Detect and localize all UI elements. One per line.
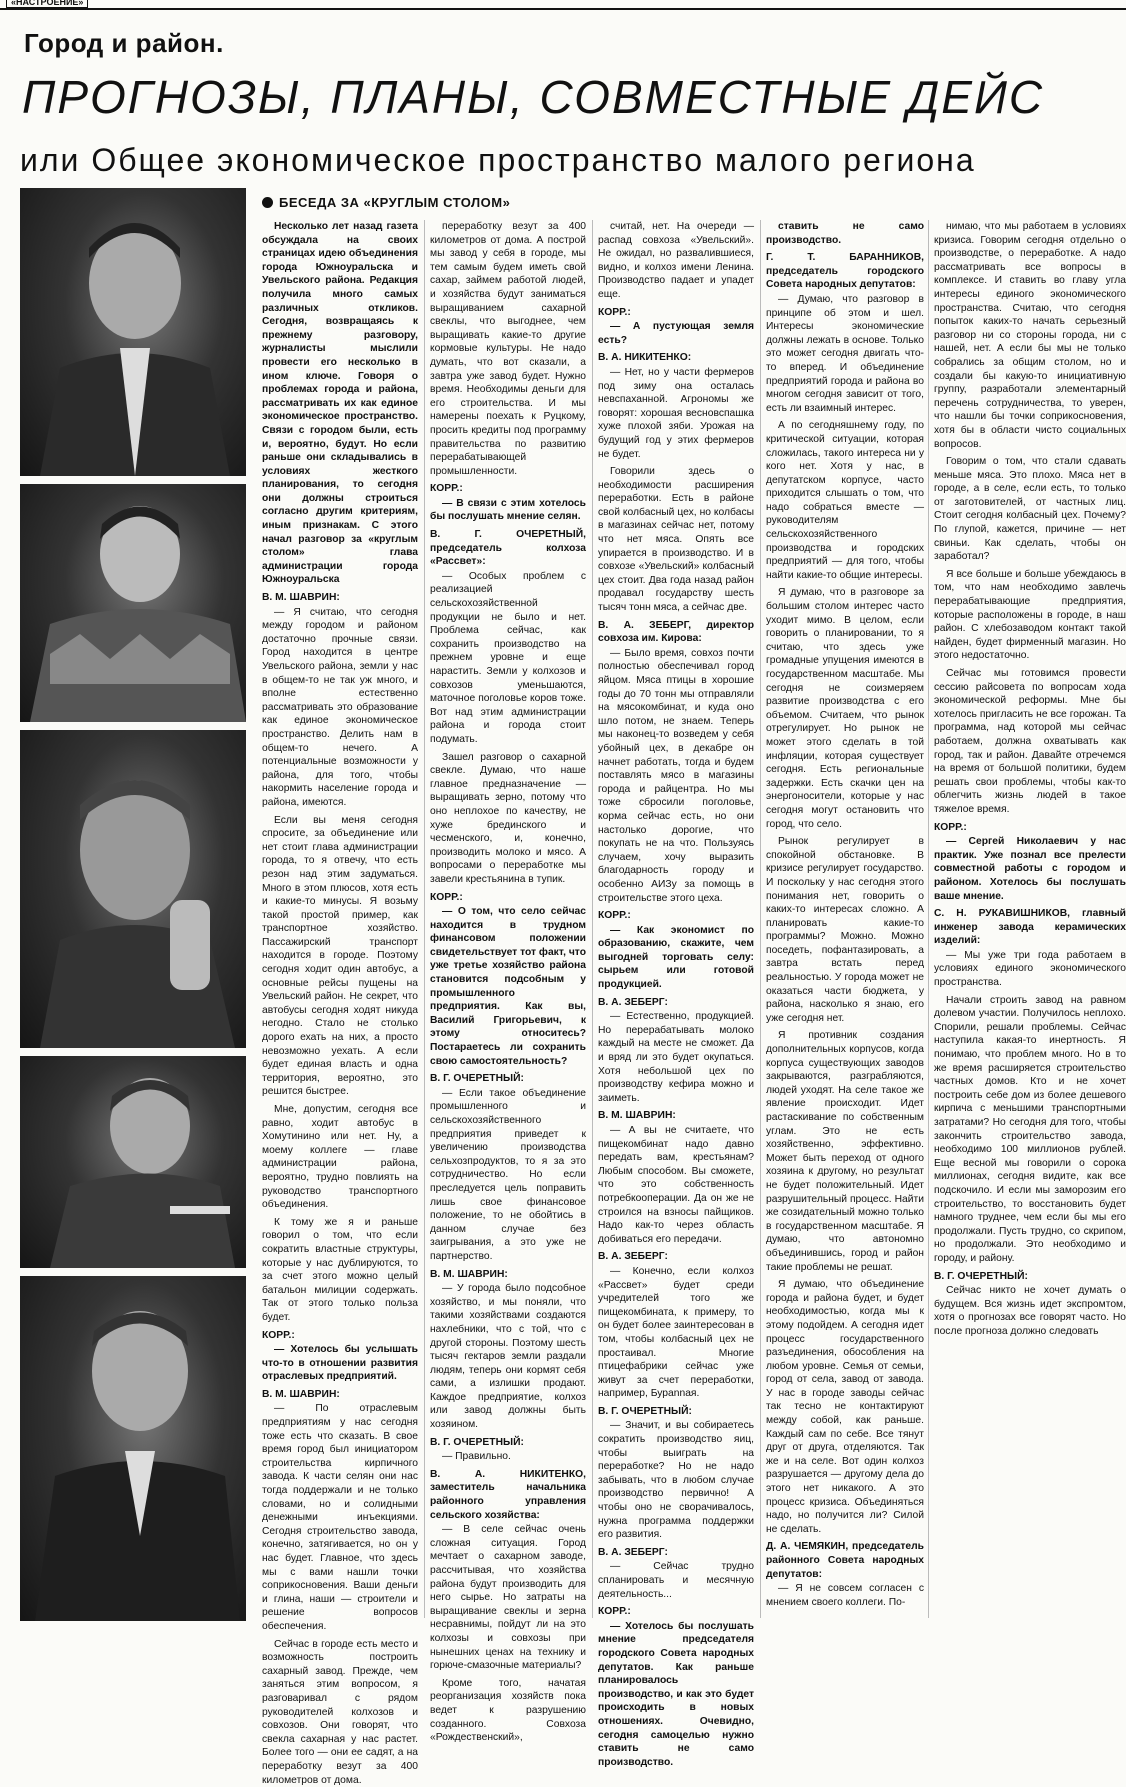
speaker-label: В. А. ЗЕБЕРГ: bbox=[598, 1546, 668, 1558]
article-paragraph: Я все больше и больше убеждаюсь в том, что нам необходимо завлечь перерабатывающие предприятия, которые расположены в городе, в наш район. С хлебозаводом контакт такой найден, будет фирменный магазин. Но этого недостаточно. bbox=[934, 568, 1126, 662]
article-paragraph: Я думаю, что в разговоре за большим столом интерес часто уходит мимо. В целом, если говорить о планировании, то я считаю, что здесь уже громадные упущения имеются в государственном масштабе. Мы сегодня не соизмеряем развитие производства с его объемом. Считаем, что рынок отрегулирует. Но рынок не может этого сделать в той инфляции, которая существует сегодня. Есть региональные задержки. Есть скачки цен на энергоносители, которые у нас сегодня могут остановить что город, что село. bbox=[766, 587, 924, 830]
speaker-label: КОРР.: bbox=[430, 891, 463, 903]
article-paragraph: Несколько лет назад газета обсуждала на своих страницах идею объединения города Южноуральска и Увельского района. Редакция получила много самых различных откликов. Сегодня, возвращаясь к прежнему разговору, журналисты мыслили провести его несколько в ином ключе. Говоря о проблемах города и района, рассматривать их как единое экономическое пространство. Связи с городом были, есть и, вероятно, будут. Но если раньше они складывались в условиях жесткого планирования, то сегодня они должны строиться согласно другим критериям, иным признакам. С этого начал разговор за «круглым столом» глава администрации города Южноуральска bbox=[262, 221, 418, 586]
speaker-label: С. Н. РУКАВИШНИКОВ, главный инженер завода керамических изделий: bbox=[934, 908, 1126, 947]
speaker-label: В. А. ЗЕБЕРГ, директор совхоза им. Кирова: bbox=[598, 619, 754, 645]
speaker-label: КОРР.: bbox=[430, 483, 463, 495]
article-paragraph: Мне, допустим, сегодня все равно, ходит автобус в Хомутинино или нет. Ну, а моему коллеге — главе администрации района, вероятно, трудно повлиять на руководство транспортного объединения. bbox=[262, 1104, 418, 1211]
column-divider bbox=[424, 220, 425, 1618]
article-paragraph: — Я считаю, что сегодня между городом и районом достаточно прочные связи. Город находится в центре Увельского района, земли у нас в общем-то не так уж много, и вполне естественно рассматривать это образование как единое экономическое пространство. Делить нам в общем-то нечего. А потенциальные возможности у района, для того, чтобы накормить население города и района, имеются. bbox=[262, 606, 418, 808]
article-paragraph: — Правильно. bbox=[442, 1451, 511, 1463]
speaker-label: В. Г. ОЧЕРЕТНЫЙ, председатель колхоза «Рассвет»: bbox=[430, 529, 586, 568]
speaker-label: В. Г. ОЧЕРЕТНЫЙ: bbox=[430, 1073, 524, 1085]
article-paragraph: — Было время, совхоз почти полностью обеспечивал город яйцом. Мяса птицы в хорошие годы до 70 тонн мы отправляли на мясокомбинат, и куда оно шло потом, не знаем. Теперь мы наконец-то возведем у себя убойный цех, в декабре он начнет работать, тогда и будем поставлять мясо в магазины города и райцентра. Но мы тоже сбросили поголовье, корма сейчас есть, но они настолько дорогие, что покупать не на что. Пользуясь случаем, хочу выразить благодарность городу и особенно АИЗу за помощь в строительстве этого цеха. bbox=[598, 647, 754, 904]
question-paragraph: — Хотелось бы послушать мнение председателя городского Совета народных депутатов. Как раньше планировалось производство, и как это будет происходить в новых отношениях. Очевидно, сегодня самоцелью нужно ставить не само производство. bbox=[598, 1620, 754, 1768]
article-paragraph: Сейчас в городе есть место и возможность построить сахарный завод. Прежде, чем заняться этим вопросом, я разговаривал с рядом руководителей колхозов и совхозов. Они говорят, что свекла сахарная у нас растет. Более того — они ее садят, а на переработку везут за 400 километров от дома. bbox=[262, 1638, 418, 1786]
participant-photo-5 bbox=[20, 1276, 246, 1621]
article-paragraph: Если вы меня сегодня спросите, за объединение или нет стоит глава администрации города, то я отвечу, что есть резон над этим задуматься. Много в этом плюсов, хотя есть и какие-то минусы. Я возьму такой простой пример, как транспортное хозяйство. Пассажирский транспорт находится в городе. Поэтому сегодня ходит один автобус, а основные рейсы пущены на Увельский район. Не секрет, что автобусы сегодня ходят никуда негодно. Стало не столько дорого ехать на них, а просто невозможно уехать. А если будет единая власть и одна территория, вероятно, это решится быстрее. bbox=[262, 814, 418, 1098]
article-paragraph: — По отраслевым предприятиям у нас сегодня тоже есть что сказать. В свое время город был инициатором строительства кирпичного завода. К части селян они нас тогда поддержали и не только словами, но и солидными денежными инъекциями. Сегодня строительство завода, конечно, затягивается, но он у нас будет. Главное, что здесь мы с вами нашли точки соприкосновения. Ваши деньги и глина, наши — строители и решение вопросов обеспечения. bbox=[262, 1403, 418, 1632]
column-divider bbox=[760, 220, 761, 1618]
article-paragraph: — Если такое объединение промышленного и сельскохозяйственного предприятия приведет к увеличению производства сельхозпродуктов, то я за это сотрудничество. Но если преследуется цель поправить лишь свое финансовое положение, то не обойтись в данном случае без заигрывания, а это уже не партнерство. bbox=[430, 1087, 586, 1262]
article-paragraph: — Сейчас трудно спланировать и месячную деятельность... bbox=[598, 1561, 754, 1600]
speaker-label: В. Г. ОЧЕРЕТНЫЙ: bbox=[598, 1405, 692, 1417]
article-column-1 bbox=[262, 220, 418, 1786]
subheadline: или Общее экономическое пространство малого региона bbox=[20, 142, 976, 178]
article-paragraph: Говорим о том, что стали сдавать меньше мяса. Это плохо. Мяса нет в городе, а в селе, если есть, то только от заготовителей, от частных лиц. Стоит сегодня колбасный цех. Почему? По глупой, кажется, причине — нет свиньи. Как сделать, чтобы он заработал? bbox=[934, 456, 1126, 563]
article-paragraph: — Нет, но у части фермеров под зиму она осталась невспаханной. Агрономы же говорят: хорошая весновспашка хуже плохой зяби. Урожая на будущий год у этих фермеров не будет. bbox=[598, 366, 754, 460]
question-paragraph: — А пустующая земля есть? bbox=[598, 321, 754, 346]
question-paragraph: — О том, что село сейчас находится в трудном финансовом положении свидетельствует тот факт, что уже третье хозяйство района становится подсобным у промышленного предприятия. Как вы, Василий Григорьевич, к этому относитесь? Постараетесь ли сохранить свою самостоятельность? bbox=[430, 906, 586, 1067]
article-column-4 bbox=[766, 220, 924, 1618]
speaker-label: В. М. ШАВРИН: bbox=[262, 1388, 340, 1400]
speaker-label: Г. Т. БАРАННИКОВ, председатель городского Совета народных депутатов: bbox=[766, 252, 924, 291]
rubric: Город и район. bbox=[24, 28, 224, 58]
column-divider bbox=[928, 220, 929, 1618]
article-column-5 bbox=[934, 220, 1126, 1618]
article-paragraph: — Конечно, если колхоз «Рассвет» будет среди учредителей того же пищекомбината, к примеру, то он будет более заинтересован в том, чтобы колбасный цех не простаивал. Многие птицефабрики сейчас уже живут за счет переработки, например, Бурannaя. bbox=[598, 1265, 754, 1400]
person-photo-icon bbox=[20, 188, 246, 476]
article-paragraph: Сейчас никто не хочет думать о будущем. Вся жизнь идет экспромтом, хотя о прогнозах все говорят часто. Но после прогноза должно следовать bbox=[934, 1285, 1126, 1337]
article-paragraph: — Значит, и вы собираетесь сократить производство яиц, чтобы выиграть на переработке? Но не надо забывать, что в любом случае производство первично! А чтобы оно не сворачивалось, нужна программа поддержки его развития. bbox=[598, 1420, 754, 1541]
article-paragraph: К тому же я и раньше говорил о том, что если сократить властные структуры, которые у нас дублируются, то за счет этого можно целый батальон милиции содержать. Так от этого только польза будет. bbox=[262, 1216, 418, 1323]
speaker-label: В. Г. ОЧЕРЕТНЫЙ: bbox=[934, 1270, 1028, 1282]
article-paragraph: Кроме того, начатая реорганизация хозяйств пока ведет к разрушению созданного. Совхоза «Рождественский», bbox=[430, 1677, 586, 1744]
participant-photo-1 bbox=[20, 188, 246, 476]
speaker-label: КОРР.: bbox=[262, 1329, 295, 1341]
article-paragraph: — У города было подсобное хозяйство, и мы поняли, что такими хозяйствами создаются нахлебники, что с той, что с другой стороны. Поэтому шесть тысяч гектаров земли раздали людям, теперь они кормят себя сами, а излишки продают. Каждое предприятие, колхоз или завод должны быть хозяином. bbox=[430, 1283, 586, 1431]
article-column-3 bbox=[598, 220, 754, 1768]
question-paragraph: ставить не само производство. bbox=[766, 221, 924, 246]
section-tag: «НАСТРОЕНИЕ» bbox=[6, 0, 88, 8]
speaker-label: В. А. ЗЕБЕРГ: bbox=[598, 996, 668, 1008]
article-column-2 bbox=[430, 220, 586, 1744]
speaker-label: КОРР.: bbox=[598, 910, 631, 922]
article-paragraph: переработку везут за 400 километров от дома. А построй мы завод у себя в городе, мы тем самым будем иметь свой сахар, займем работой людей, и хозяйства будут заниматься выращиванием сахарной свеклы, что выгоднее, чем выращивать какие-то другие кормовые культуры. Не надо думать, что вот сказали, а завтра уже завод будет. Нужно время. Необходимы деньги для его строительства. И мы намерены поехать к Руцкому, просить кредиты под программу правительства по развитию перерабатывающей промышленности. bbox=[430, 221, 586, 477]
masthead-rule bbox=[0, 0, 1126, 10]
bullet-icon bbox=[262, 197, 273, 208]
article-paragraph: Рынок регулирует в спокойной обстановке. В кризисе регулирует государство. И поскольку у нас сегодня этого понимания нет, говорить о каких-то интересах сложно. А планировать какие-то программы? Можно. Можно поседеть, пофантазировать, а завтра встать перед реальностью. У города может не оказаться части бюджета, у района, насколько я знаю, его уже сегодня нет. bbox=[766, 836, 924, 1024]
participant-photo-3 bbox=[20, 730, 246, 1048]
question-paragraph: — Сергей Николаевич у нас практик. Уже познал все прелести совместной работы с городом и районом. Хотелось бы послушать ваше мнение. bbox=[934, 836, 1126, 902]
participant-photo-2 bbox=[20, 484, 246, 722]
question-paragraph: — В связи с этим хотелось бы послушать мнение селян. bbox=[430, 497, 586, 523]
article-paragraph: — Естественно, продукцией. Но перерабатывать молоко каждый на месте не сможет. Да и вряд ли это будет окупаться. Хотя небольшой цех по производству кефира можно и заиметь. bbox=[598, 1011, 754, 1104]
article-paragraph: — А вы не считаете, что пищекомбинат надо давно передать вам, крестьянам? Любым способом. Вы сможете, что это собственность потребкооперации. Да он же не строился на взносы пайщиков. Надо как-то через область добиваться его передачи. bbox=[598, 1125, 754, 1245]
question-paragraph: — Как экономист по образованию, скажите, чем выгодней торговать селу: сырьем или готовой продукцией. bbox=[598, 924, 754, 991]
person-photo-icon bbox=[20, 484, 246, 722]
article-paragraph: — Думаю, что разговор в принципе об этом и шел. Интересы экономические должны лежать в основе. Только это может сегодня двигать что-то вперед. И объединение предприятий города и района во многом сегодня зависит от того, есть ли взаимный интерес. bbox=[766, 293, 924, 414]
headline: ПРОГНОЗЫ, ПЛАНЫ, СОВМЕСТНЫЕ ДЕЙС bbox=[22, 71, 1045, 123]
speaker-label: В. М. ШАВРИН: bbox=[598, 1110, 676, 1122]
speaker-label: В. М. ШАВРИН: bbox=[430, 1268, 508, 1280]
roundtable-label: БЕСЕДА ЗА «КРУГЛЫМ СТОЛОМ» bbox=[262, 195, 510, 210]
article-paragraph: Сейчас мы готовимся провести сессию райсовета по вопросам хода экономической реформы. Мне бы хотелось пригласить не все горожан. Та программа, над которой мы сейчас работаем, должна охватывать как город, так и район. Давайте отречемся на время от большой политики, будем решать свои проблемы, чтобы как-то облегчить жизнь людей в такое тяжелое время. bbox=[934, 668, 1126, 815]
article-paragraph: Говорили здесь о необходимости расширения переработки. Есть в районе свой колбасный цех, но колбасы в магазинах сейчас нет, потому что нет мяса. Опять все упирается в производство. И в совхозе «Увельский» колбасный цех стоит. Два года назад район продавал государству шесть тысяч тонн мяса, а сейчас две. bbox=[598, 466, 754, 614]
speaker-label: В. А. ЗЕБЕРГ: bbox=[598, 1251, 668, 1263]
speaker-label: В. А. НИКИТЕНКО, заместитель начальника районного управления сельского хозяйства: bbox=[430, 1468, 586, 1521]
article-paragraph: Зашел разговор о сахарной свекле. Думаю, что наше главное предназначение — выращивать зерно, потому что оно неплохое по качеству, не хуже брединского и чесменского, и, конечно, производить молоко и мясо. А вопросами о переработке мы завели крестьянина в тупик. bbox=[430, 751, 586, 885]
speaker-label: Д. А. ЧЕМЯКИН, председатель районного Совета народных депутатов: bbox=[766, 1541, 924, 1580]
person-photo-icon bbox=[20, 1056, 246, 1268]
article-paragraph: — Особых проблем с реализацией сельскохозяйственной продукции не было и нет. Проблема сейчас, как сохранить производство на прежнем уровне и еще нарастить. Земли у колхозов и совхозов уменьшаются, маточное поголовье коров тоже. Вот над этим администрации района и города стоит подумать. bbox=[430, 570, 586, 745]
article-paragraph: считай, нет. На очереди — распад совхоза «Увельский». Не ожидал, но развалившиеся, видно, и колхоз имени Ленина. Производство падает и упадет еще. bbox=[598, 221, 754, 300]
article-paragraph: А по сегодняшнему году, по критической ситуации, которая сложилась, такого интереса ни у кого нет. Хотя у нас, в депутатском корпусе, часто приходится слышать о том, что надо собраться вместе — руководителям сельскохозяйственного производства и городских предприятий — для того, чтобы найти какие-то общие интересы. bbox=[766, 420, 924, 581]
person-photo-icon bbox=[20, 730, 246, 1048]
speaker-label: В. Г. ОЧЕРЕТНЫЙ: bbox=[430, 1436, 524, 1448]
article-paragraph: Я думаю, что объединение города и района будет, и будет необходимостью, когда мы к этому подойдем. А сегодня идет процесс государственного разъединения, обособления на любом уровне. Семья от семьи, город от села, завод от завода. У нас в городе заводы сейчас так тесно не контактируют между собой, как раньше. Каждый сам по себе. Все тянут друг от друга, отделяются. Так же и на селе. Вот один колхоз разрушается — другому дела до этого нет никакого. А это процесс кризиса. Объединяться надо, но получится ли? Силой не сделать. bbox=[766, 1279, 924, 1535]
column-divider bbox=[592, 220, 593, 1618]
speaker-label: В. А. НИКИТЕНКО: bbox=[598, 352, 692, 364]
article-paragraph: Я противник создания дополнительных корпусов, когда корпуса существующих заводов закрываются, разграбляются, людей уходят. На селе такое же явление происходит. Идет растаскивание по собственным углам. Это не есть хозяйственно, эффективно. Может быть переход от одного хозяина к другому, но результат не будет положительный. Идет разрушительный процесс. Найти же созидательный можно только в государственном масштабе. Я думаю, что автономно объединившись, город и район такие проблемы не решат. bbox=[766, 1030, 924, 1273]
article-paragraph: нимаю, что мы работаем в условиях кризиса. Говорим сегодня отдельно о производстве, о переработке. А надо рассматривать все вопросы в комплексе. И ставить во главу угла интересы единого экономического пространства. Считаю, что сегодня попыток каких-то начать серьезный разговор ни со стороны города, ни с нашей, нет. А если бы мы не только собрались за общим столом, но и создали бы какую-то инициативную группу, разработали элементарный перечень сотрудничества, то уверен, что нашли бы точки соприкосновения, хотя бы в области чисто социальных вопросов. bbox=[934, 221, 1126, 450]
speaker-label: КОРР.: bbox=[598, 1606, 631, 1618]
speaker-label: КОРР.: bbox=[934, 821, 967, 833]
article-paragraph: — Мы уже три года работаем в условиях единого экономического пространства. bbox=[934, 949, 1126, 989]
question-paragraph: — Хотелось бы услышать что-то в отношении развития отраслевых предприятий. bbox=[262, 1344, 418, 1383]
speaker-label: В. М. ШАВРИН: bbox=[262, 592, 340, 604]
speaker-label: КОРР.: bbox=[598, 306, 631, 318]
article-paragraph: — В селе сейчас очень сложная ситуация. Город мечтает о сахарном заводе, рассчитывая, что хозяйства района будут производить для него сырье. Но затраты на выращивание свеклы и зерна несравнимы, пойдут ли на это колхозы и совхозы при нынешних ценах на технику и горюче-смазочные материалы? bbox=[430, 1524, 586, 1672]
person-photo-icon bbox=[20, 1276, 246, 1621]
article-paragraph: — Я не совсем согласен с мнением своего коллеги. По- bbox=[766, 1583, 924, 1608]
article-paragraph: Начали строить завод на равном долевом участии. Получилось неплохо. Спорили, решали проблемы. Сейчас наступила какая-то инертность. Я понимаю, что проблем много. Но в то же время расширяется строительство частных домов. Кто и не хочет построить себе дом из более дешевого кирпича с меньшими транспортными затратами? Но сегодня для того, чтобы закончить строительство завода, необходимо 100 миллионов рублей. Еще весной мы говорили о сорока миллионах, сегодня видите, как все подскочило. И если мы заморозим его строительство, то восстановить будет намного труднее, чем если бы мы его продолжали. Пусть трудно, со скрипом, но продолжали. Это необходимо и городу, и району. bbox=[934, 994, 1126, 1264]
participant-photo-4 bbox=[20, 1056, 246, 1268]
